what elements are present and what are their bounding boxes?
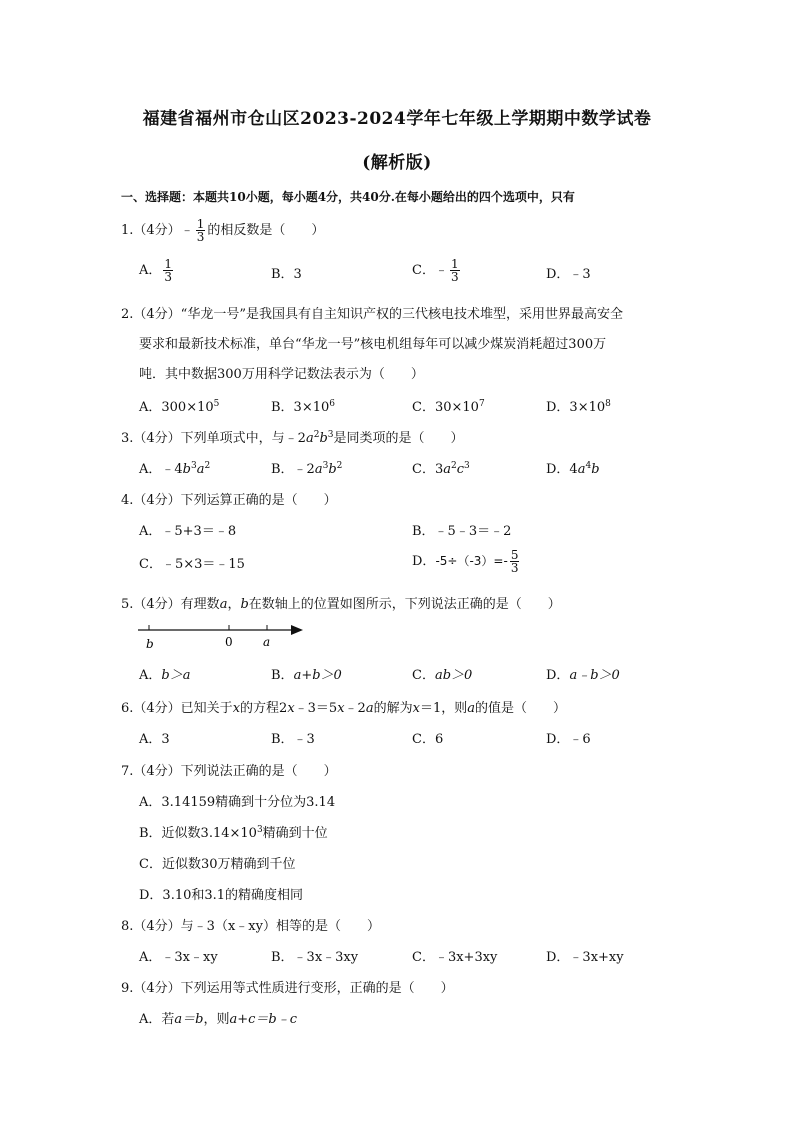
exponent: 7 [478,399,485,409]
question-4: 4.（4分）下列运算正确的是（ ） [121,493,337,508]
option-text: ，则 [203,1012,230,1027]
exponent: 3 [256,825,263,835]
option-label: B．﹣2 [271,462,315,477]
option-label: D． [546,668,570,683]
question-1 [121,218,324,243]
q1-option-c [412,258,462,283]
option-text: B．近似数3.14×10 [139,826,257,841]
question-9: 9.（4分）下列运用等式性质进行变形，正确的是（ ） [121,981,454,996]
fraction [196,218,206,243]
fraction-numerator: 1 [196,217,205,231]
q1-option-b: B．3 [271,267,302,282]
variable: a [365,701,374,716]
variable: a [219,597,228,612]
variable: a [314,462,323,477]
option-expression: a+b＞0 [293,668,342,683]
q8-option-c: C．﹣3x+3xy [412,950,498,965]
option-text: 精确到十位 [262,826,328,841]
option-label: C．3 [412,462,444,477]
variable: c [456,462,464,477]
option-label: A． [139,668,162,683]
q8-option-a: A．﹣3x﹣xy [139,950,218,965]
q7-option-c: C．近似数30万精确到千位 [139,857,296,872]
option-expression: b＞a [161,668,191,683]
fraction-numerator: 1 [450,257,459,271]
question-2-line-3: 吨．其中数据300万用科学记数法表示为（ ） [139,367,424,382]
question-2-line-2: 要求和最新技术标准，单台“华龙一号”核电机组每年可以减少煤炭消耗超过300万 [139,337,607,352]
q8-option-d: D．﹣3x+xy [546,950,624,965]
q1-option-d: D．﹣3 [546,267,591,282]
q7-option-a: A．3.14159精确到十分位为3.14 [139,795,336,810]
q3-option-d [546,458,600,477]
option-expression: a﹣b＞0 [569,668,620,683]
fraction-numerator: 5 [510,548,519,562]
label-a: a [263,635,271,649]
q7-option-b [139,822,328,841]
question-8: 8.（4分）与﹣3（x﹣xy）相等的是（ ） [121,919,380,934]
variable: a [577,462,586,477]
variable: b [328,462,337,477]
q3-option-a [139,458,210,477]
q2-option-c [412,396,485,415]
variable: b [319,431,328,446]
question-2-line-1: 2.（4分）“华龙一号”是我国具有自主知识产权的三代核电技术堆型，采用世界最高安全 [121,307,623,322]
q3-option-b [271,458,342,477]
q3-option-c [412,458,470,477]
q6-option-d: D．﹣6 [546,732,591,747]
q2-option-d [546,396,611,415]
exponent: 2 [204,461,211,471]
text-segment: 的值是（ ） [475,701,567,716]
exam-subtitle: (解析版) [362,153,432,173]
q7-option-d: D．3.10和3.1的精确度相同 [139,888,304,903]
exponent: 3 [191,461,197,471]
option-label: C． [412,668,435,683]
text-segment: ﹣3＝5 [294,701,338,716]
q9-option-a [139,1008,297,1027]
question-5-suffix: 在数轴上的位置如图所示，下列说法正确的是（ ） [248,597,561,612]
text-segment: 6.（4分）已知关于 [121,701,233,716]
question-3 [121,427,464,446]
option-label: A．若 [139,1012,175,1027]
variable: a [443,462,451,477]
fraction-denominator: 3 [450,270,459,284]
option-label: A．﹣4 [139,462,183,477]
exponent: 3 [464,461,470,471]
separator: ， [227,597,241,612]
q4-option-d [412,549,521,574]
option-text: D．3×10 [546,400,606,415]
question-7: 7.（4分）下列说法正确的是（ ） [121,764,337,779]
exponent: 2 [336,461,343,471]
variable: a [196,462,205,477]
q5-option-b [271,664,342,683]
question-1-prefix: 1.（4分）﹣ [121,223,194,238]
q4-option-c: C．﹣5×3＝﹣15 [139,557,245,572]
option-expression: -5÷（-3）=- [435,554,508,568]
q1-option-a [139,258,175,283]
fraction [510,549,520,574]
variable: b [240,597,249,612]
option-label: A． [139,263,162,278]
fraction-denominator: 3 [510,561,519,575]
q6-option-c: C．6 [412,732,444,747]
fraction-numerator: 1 [164,257,173,271]
fraction-denominator: 3 [196,230,205,244]
q2-option-b [271,396,335,415]
q5-option-a [139,664,190,683]
variable: x [412,701,420,716]
exponent: 3 [327,430,334,440]
option-text: C．30×10 [412,400,479,415]
exponent: 6 [329,399,335,409]
q4-option-b: B．﹣5﹣3＝﹣2 [412,524,512,539]
variable: x [337,701,345,716]
option-label: C．﹣ [412,263,448,278]
exponent: 8 [605,399,611,409]
option-expression: a+c＝b﹣c [229,1012,298,1027]
text-segment: 的方程2 [240,701,288,716]
q5-option-c [412,664,472,683]
question-3-prefix: 3.（4分）下列单项式中，与﹣2 [121,431,306,446]
variable: x [232,701,241,716]
variable: a [305,431,314,446]
variable: b [591,462,600,477]
text-segment: ﹣2 [344,701,366,716]
variable: x [287,701,295,716]
q2-option-a [139,396,219,415]
option-expression: ab＞0 [434,668,473,683]
fraction-denominator: 3 [164,270,173,284]
exponent: 2 [450,461,457,471]
exponent: 4 [585,461,592,471]
question-6 [121,697,566,716]
exponent: 2 [313,430,320,440]
q5-option-d [546,664,620,683]
exponent: 5 [213,399,220,409]
question-5-prefix: 5.（4分）有理数 [121,597,220,612]
label-b: b [146,637,154,651]
option-expression: a＝b [174,1012,204,1027]
exponent: 3 [322,461,329,471]
label-0: 0 [225,635,233,649]
option-label: B． [271,668,294,683]
option-text: A．300×10 [139,400,214,415]
q6-option-a: A．3 [139,732,170,747]
variable: b [182,462,191,477]
question-1-suffix: 的相反数是（ ） [207,223,325,238]
number-line [135,618,310,652]
exam-title: 福建省福州市仓山区2023-2024学年七年级上学期期中数学试卷 [142,109,652,129]
section-heading: 一、选择题：本题共10小题，每小题4分，共40分.在每小题给出的四个选项中，只有 [121,190,575,204]
text-segment: ＝1，则 [419,701,468,716]
fraction [163,258,173,283]
arrow-head-icon [291,625,303,635]
question-5 [121,593,561,612]
text-segment: 的解为 [373,701,413,716]
fraction [450,258,460,283]
variable: a [467,701,475,716]
option-label: D． [412,554,436,569]
q4-option-a: A．﹣5+3＝﹣8 [139,524,237,539]
question-3-suffix: 是同类项的是（ ） [333,431,464,446]
q6-option-b: B．﹣3 [271,732,315,747]
option-label: D．4 [546,462,578,477]
q8-option-b: B．﹣3x﹣3xy [271,950,359,965]
option-text: B．3×10 [271,400,330,415]
